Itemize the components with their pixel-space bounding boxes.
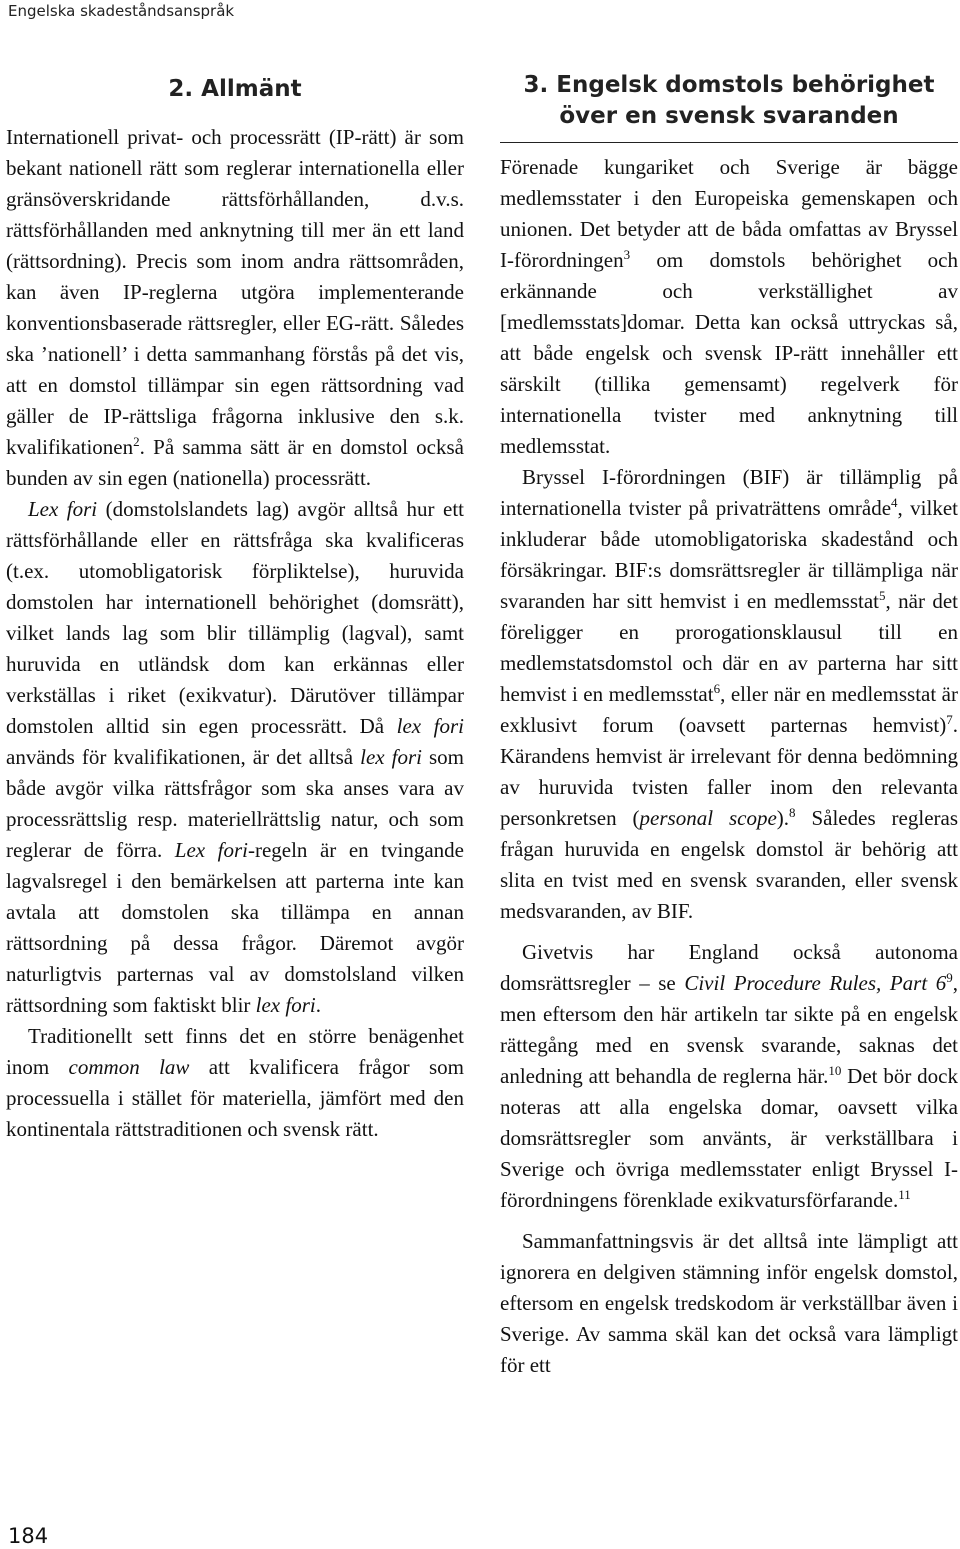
paragraph: Förenade kungariket och Sverige är bägge medlemsstater i den Europeiska gemenskapen och unionen. Det betyder att de båda omfattas av Bryssel I-förordningen$^3$ om domstols behörighet och erkännande och verkställighet av [medlemsstats]domar. Detta kan också uttryckas så, att både engelsk och svensk IP-rätt innehåller ett särskilt (tillika gemensamt) regelverk för internationella tvister med anknytning till medlemsstat. — [500, 155, 958, 458]
running-head: Engelska skadeståndsanspråk — [8, 2, 235, 20]
footnote-ref: 8 — [789, 805, 796, 820]
footnote-ref: 2 — [133, 434, 140, 449]
footnote-ref: 5 — [879, 588, 886, 603]
section-heading-behorighet: 3. Engelsk domstols behörighet över en svensk svaranden — [523, 72, 935, 129]
section-heading-allmant: 2. Allmänt — [168, 76, 302, 102]
paragraph: Internationell privat- och processrätt (IP-rätt) är som bekant nationell rätt som reglerar internationella eller gränsöverskridande rättsförhållanden, d.v.s. rättsförhållanden med anknytning till mer än ett land (rättsordning). Precis som inom andra rättsområden, kan även IP-reglerna utgöra implementerande konventionsbaserade rättsregler, eller EG-rätt. Således ska ’nationell’ i detta sammanhang förstås på det vis, att en domstol tillämpar sin egen rättsordning vad gäller de IP-rättsliga frågorna inklusive den s.k. kvalifikationen$^2$. På samma sätt är en domstol också bunden av sin egen (nationella) processrätt. — [6, 125, 464, 490]
heading-rule — [500, 142, 958, 143]
paragraph: Lex fori (domstolslandets lag) avgör alltså hur ett rättsförhållande eller en rättsfråga ska kvalificeras (t.ex. utomobligatorisk förpliktelse), huruvida domstolen har internationell behörighet (domsrätt), vilket lands lag som blir tillämplig (lagval), samt huruvida en utländsk dom kan erkännas eller verkställas i riket (exikvatur). Därutöver tillämpar domstolen alltid sin egen processrätt. Då lex fori används för kvalifikationen, är det alltså lex fori som både avgör vilka rättsfrågor som ska anses vara av processrättslig resp. materiellrättslig natur, och som reglerar de förra. Lex fori-regeln är en tvingande lagvalsregel i den bemärkelsen att parterna inte kan avtala att domstolen ska tillämpa en annan rättsordning på dessa frågor. Däremot avgör naturligtvis parternas val av domstolsland vilken rättsordning som faktiskt blir lex fori. — [6, 497, 464, 1017]
footnote-ref: 3 — [623, 247, 631, 262]
footnote-ref: 4 — [891, 495, 898, 510]
paragraph: Givetvis har England också autonoma domsrättsregler – se Civil Procedure Rules, Part $6^9$, men eftersom den här artikeln tar sikte på en engelsk rättegång med en svensk svarande, saknas det anledning att behandla de reglerna här.$^{10}$ Det bör dock noteras att alla engelska domar, oavsett vilka domsrättsregler som använts, är verkställbara i Sverige och övriga medlemsstater enligt Bryssel I-förordningens förenklade exikvatursförfarande.$^{11}$ — [500, 940, 958, 1212]
footnote-ref: 7 — [946, 712, 953, 727]
paragraph: Bryssel I-förordningen (BIF) är tillämplig på internationella tvister på privaträttens område$^4$, vilket inkluderar både utomobligatoriska skadestånd och försäkringar. BIF:s domsrättsregler är tillämpliga när svaranden har sitt hemvist i en medlemsstat$^5$, när det föreligger en prorogationsklausul till en medlemstatsdomstol och där en av parterna har sitt hemvist i en medlemsstat$^6$, eller när en medlemsstat är exklusivt forum (oavsett parternas hemvist)$^7$. Kärandens hemvist är irrelevant för denna bedömning av huruvida tvisten faller inom den relevanta personkretsen (personal scope).$^8$ Således regleras frågan huruvida en engelsk domstol är behörig att slita en tvist med en svensk svaranden, eller svensk medsvaranden, av BIF. — [500, 465, 958, 923]
footnote-ref: 9 — [946, 970, 953, 985]
page-number: 184 — [8, 1524, 49, 1548]
paragraph: Traditionellt sett finns det en större benägenhet inom common law att kvalificera frågor som processuella i stället för materiella, jämfört med den kontinentala rättstraditionen och svensk rätt. — [6, 1024, 464, 1141]
paragraph: Sammanfattningsvis är det alltså inte lämpligt att ignorera en delgiven stämning inför engelsk domstol, eftersom en engelsk tredskodom är verkställbar även i Sverige. Av samma skäl kan det också vara lämpligt för ett — [500, 1229, 958, 1377]
right-body — [500, 152, 958, 1381]
footnote-ref: 11 — [898, 1187, 911, 1202]
footnote-ref: 6 — [713, 681, 721, 696]
footnote-ref: 10 — [828, 1063, 842, 1078]
left-body — [6, 122, 464, 1145]
